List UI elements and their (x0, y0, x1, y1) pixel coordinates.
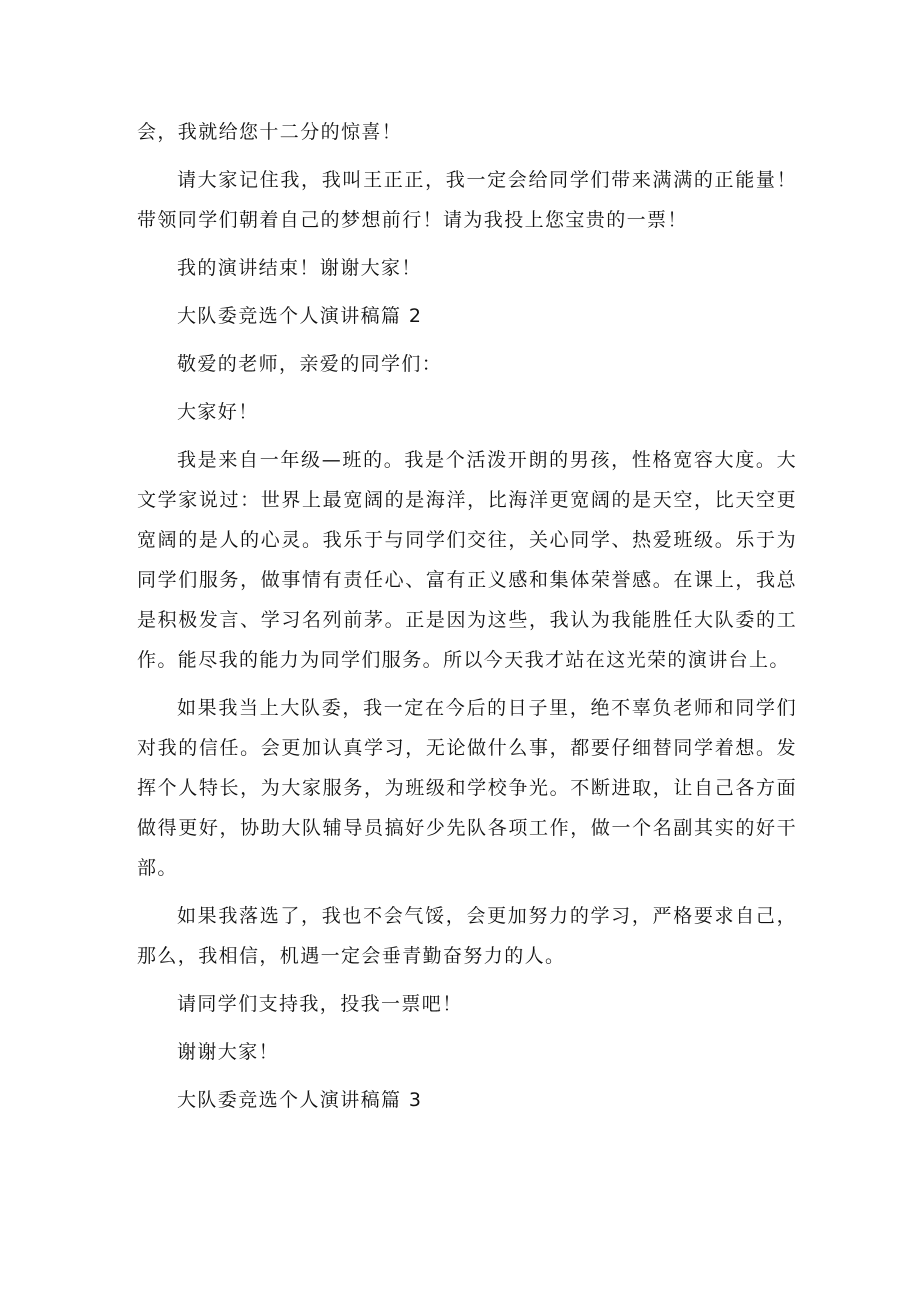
paragraph-if-not-elected: 如果我落选了，我也不会气馁，会更加努力的学习，严格要求自己，那么，我相信，机遇一定会垂青勤奋努力的人。 (137, 905, 797, 967)
section-heading-3: 大队委竞选个人演讲稿篇 3 (177, 1089, 423, 1111)
document-body (137, 112, 797, 1128)
paragraph-speech-end: 我的演讲结束！谢谢大家！ (177, 257, 422, 279)
section-heading-2: 大队委竞选个人演讲稿篇 2 (177, 305, 423, 327)
paragraph-salutation: 敬爱的老师，亲爱的同学们： (177, 353, 443, 375)
paragraph-vote-request: 请同学们支持我，投我一票吧！ (177, 993, 463, 1015)
paragraph-greeting: 大家好！ (177, 401, 259, 423)
paragraph-if-elected: 如果我当上大队委，我一定在今后的日子里，绝不辜负老师和同学们对我的信任。会更加认真学习，无论做什么事，都要仔细替同学着想。发挥个人特长，为大家服务，为班级和学校争光。不断进取，让自己各方面做得更好，协助大队辅导员搞好少先队各项工作，做一个名副其实的好干部。 (137, 697, 797, 879)
paragraph-continuation: 会，我就给您十二分的惊喜！ (137, 121, 403, 143)
paragraph-self-introduction: 我是来自一年级—班的。我是个活泼开朗的男孩，性格宽容大度。大文学家说过：世界上最宽阔的是海洋，比海洋更宽阔的是天空，比天空更宽阔的是人的心灵。我乐于与同学们交往，关心同学、热爱班级。乐于为同学们服务，做事情有责任心、富有正义感和集体荣誉感。在课上，我总是积极发言、学习名列前茅。正是因为这些，我认为我能胜任大队委的工作。能尽我的能力为同学们服务。所以今天我才站在这光荣的演讲台上。 (137, 449, 797, 671)
paragraph-thanks: 谢谢大家！ (177, 1041, 280, 1063)
paragraph-closing-appeal: 请大家记住我，我叫王正正，我一定会给同学们带来满满的正能量！带领同学们朝着自己的梦想前行！请为我投上您宝贵的一票！ (137, 169, 797, 231)
